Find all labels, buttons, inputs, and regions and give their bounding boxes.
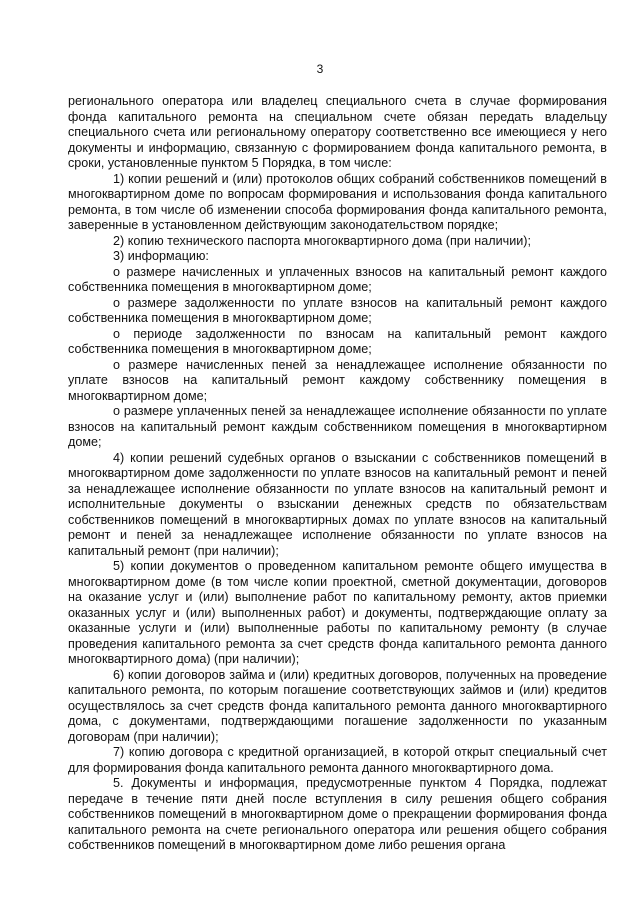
paragraph: 5) копии документов о проведенном капитальном ремонте общего имущества в многоквартирном доме (в том числе копии проектной, сметной документации, договоров на оказание услуг и (или) выполнение работ по капитальному ремонту, актов приемки оказанных услуг и (или) выполненных работ) и документы, подтверждающие оплату за оказанные услуги и (или) выполненные работы по капитальному ремонту (в случае проведения капитального ремонта за счет средств фонда капитального ремонта данного многоквартирного дома) (при наличии); bbox=[68, 559, 607, 666]
paragraph: 3) информацию: bbox=[113, 249, 209, 263]
document-body bbox=[68, 94, 607, 854]
paragraph: регионального оператора или владелец специального счета в случае формирования фонда капитального ремонта на специальном счете обязан передать владельцу специального счета или региональному оператору соответственно все имеющиеся у него документы и информацию, связанную с формированием фонда капитального ремонта, в сроки, установленные пунктом 5 Порядка, в том числе: bbox=[68, 94, 607, 170]
paragraph: 5. Документы и информация, предусмотренные пунктом 4 Порядка, подлежат передаче в течение пяти дней после вступления в силу решения общего собрания собственников помещений в многоквартирном доме о прекращении формирования фонда капитального ремонта на счете регионального оператора или решения общего собрания собственников помещений в многоквартирном доме либо решения органа bbox=[68, 776, 607, 852]
paragraph: 1) копии решений и (или) протоколов общих собраний собственников помещений в многоквартирном доме по вопросам формирования и использования фонда капитального ремонта, в том числе об изменении способа формирования фонда капитального ремонта, заверенные в установленном действующим законодательством порядке; bbox=[68, 171, 607, 232]
paragraph: о периоде задолженности по взносам на капитальный ремонт каждого собственника помещения в многоквартирном доме; bbox=[68, 326, 607, 356]
paragraph: 4) копии решений судебных органов о взыскании с собственников помещений в многоквартирном доме задолженности по уплате взносов на капитальный ремонт и пеней за ненадлежащее исполнение обязанности по уплате взносов на капитальный ремонт и исполнительные документы о взыскании денежных средств по обязательствам собственников помещений в многоквартирных домах по уплате взносов на капитальный ремонт и пеней за ненадлежащее исполнение обязанности по уплате взносов на капитальный ремонт (при наличии); bbox=[68, 450, 607, 558]
paragraph: о размере начисленных и уплаченных взносов на капитальный ремонт каждого собственника помещения в многоквартирном доме; bbox=[68, 264, 607, 294]
paragraph: 6) копии договоров займа и (или) кредитных договоров, полученных на проведение капитального ремонта, по которым погашение соответствующих займов и (или) кредитов осуществлялось за счет средств фонда капитального ремонта данного многоквартирного дома, с документами, подтверждающими погашение задолженности по указанным договорам (при наличии); bbox=[68, 667, 607, 744]
paragraph: 2) копию технического паспорта многоквартирного дома (при наличии); bbox=[113, 233, 531, 248]
paragraph: о размере задолженности по уплате взносов на капитальный ремонт каждого собственника помещения в многоквартирном доме; bbox=[68, 295, 607, 325]
paragraph: о размере уплаченных пеней за ненадлежащее исполнение обязанности по уплате взносов на капитальный ремонт каждым собственником помещения в многоквартирном доме; bbox=[68, 404, 607, 449]
paragraph: о размере начисленных пеней за ненадлежащее исполнение обязанности по уплате взносов на капитальный ремонт каждому собственнику помещения в многоквартирном доме; bbox=[68, 357, 607, 403]
paragraph: 7) копию договора с кредитной организацией, в которой открыт специальный счет для формирования фонда капитального ремонта данного многоквартирного дома. bbox=[68, 745, 607, 775]
page-number: 3 bbox=[316, 62, 324, 76]
